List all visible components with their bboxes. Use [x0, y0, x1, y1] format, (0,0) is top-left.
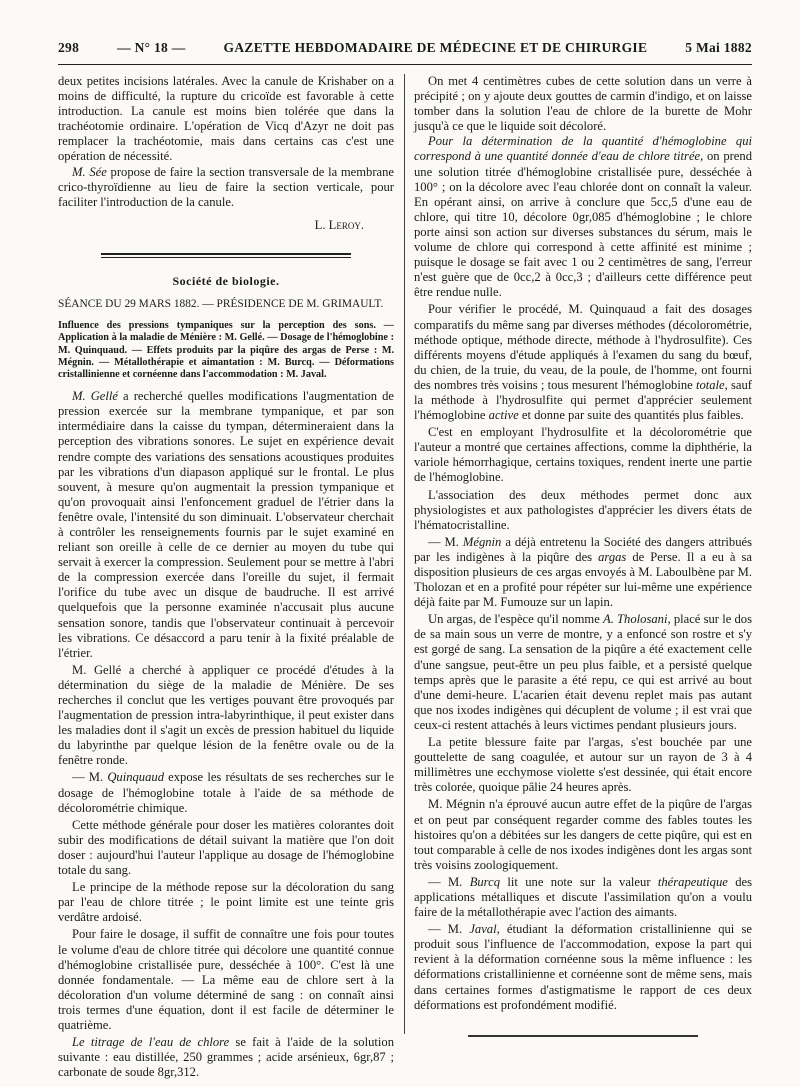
paragraph-text: , sauf la méthode à l'hydrosulfite qui permet d'apprécier seulement l'hémoglobine [414, 377, 753, 423]
paragraph-text: expose les résultats de ses recherches sur le dosage de l'hémoglobine totale à l'aide de sa méthode de décolorométrie chimique. [58, 770, 394, 815]
paragraph [58, 389, 394, 661]
paragraph-text: propose de faire la section transversale de la membrane crico-thyroïdienne au lieu de faire la section verticale, pour faciliter l'introduction de la canule. [58, 164, 395, 209]
italic-phrase: Le titrage de l'eau de chlore [72, 1035, 230, 1050]
dash-prefix: — M. [72, 770, 108, 785]
paragraph: M. Gellé a cherché à appliquer ce procédé d'études à la détermination du siège de la maladie de Ménière. De ses recherches il conclut que les vertiges pouvant être provoqués par l'augmentation de pression intra-labyrinthique, il peut exister dans les maladies dont il s'agit un excès de pression habituel du liquide du labyrinthe par quelque lésion de la fenêtre ovale ou de la fenêtre ronde. [58, 662, 394, 768]
speaker-name: Mégnin [462, 534, 502, 549]
speaker-name: Javal [469, 922, 497, 937]
paragraph: Pour faire le dosage, il suffit de connaître une fois pour toutes le volume d'eau de chlore titrée qui décolore une quantité connue d'hémoglobine cristallisée pure, desséchée à 100°. C'est là une donnée fondamentale. — La même eau de chlore sert à la décoloration d'un volume déterminé de sang : on connaît ainsi trois termes d'une équation, dont il est facile de déterminer le quatrième. [58, 927, 394, 1032]
header-rule [58, 64, 752, 65]
paragraph [414, 134, 752, 300]
paragraph: M. Mégnin n'a éprouvé aucun autre effet de la piqûre de l'argas et on peut par conséquent regarder comme des fables toutes les histoires qu'on a débitées sur les dangers de cette piqûre, qui est en tout comparable à celle de nos ixodes indigènes dont les argas sont très voisins zoologiquement. [414, 797, 752, 872]
italic-phrase: active [488, 408, 519, 423]
paragraph: Le principe de la méthode repose sur la décoloration du sang par l'eau de chlore titrée ; le point limite est une teinte gris verdâtre ardoisé. [58, 880, 394, 925]
paragraph: Cette méthode générale pour doser les matières colorantes doit subir des modifications de détail suivant la matière que l'on doit doser : aujourd'hui l'auteur l'applique au dosage de l'hémoglobine totale du sang. [58, 817, 394, 878]
paragraph [414, 875, 752, 920]
italic-phrase: argas [598, 549, 627, 564]
section-title: Société de biologie. [172, 273, 280, 288]
left-column [58, 74, 394, 1080]
paragraph [58, 1035, 394, 1080]
dash-prefix: — M. [428, 874, 470, 889]
italic-phrase: A. Tholosani [603, 612, 668, 627]
issue-date: 5 Mai 1882 [685, 40, 752, 55]
paragraph [414, 535, 752, 610]
italic-phrase: totale [695, 377, 725, 392]
italic-phrase: Pour la détermination de la quantité d'hémoglobine qui correspond à une quantité donnée d'eau de chlore titrée, [414, 134, 752, 164]
speaker-name: Quinquaud [107, 770, 164, 785]
paragraph [414, 922, 752, 1013]
paragraph [414, 612, 752, 733]
paragraph-text: lit une note sur la valeur [500, 874, 658, 889]
paragraph [414, 302, 752, 423]
end-rule [468, 1035, 698, 1037]
speaker-name: M. Sée [72, 164, 107, 179]
paragraph-text: , placé sur le dos de sa main sous un verre de montre, y a enfoncé son rostre et s'y est gorgé de sang. La sensation de la piqûre a été exactement celle d'une sangsue, peut-être un peu plus faible, et a persisté quelque temps après que le parasite a été repu, ce qui est arrivé au bout d'une demi-heure. L'acarien était devenu replet mais pas autant que nos ixodes indigènes qui décuplent de volume ; il est vrai que ceux-ci restent attachés à leurs victimes pendant plusieurs jours. [414, 612, 752, 732]
paragraph-text: Pour vérifier le procédé, M. Quinquaud a fait des dosages comparatifs du même sang par diverses méthodes (décolorométrie, méthode optique, méthode directe, méthode à l'hydrosulfite). Ces différents moyens d'étude appliqués à l'examen du sang du bœuf, du chien, de la truie, du veau, de la poule, de l'homme, ont fourni des nombres très voisins ; tous mesurent l'hémoglobine [414, 302, 752, 392]
speaker-name: Burcq [469, 874, 500, 889]
paragraph-text: a recherché quelles modifications l'augmentation de pression exercée sur la membrane tympanique, et par son intermédiaire dans la caisse du tympan, détermineraient dans la perception des vibrations sonores. Le sujet en expérience devait rendre compte des variations des sensations acoustiques produites par les vibrations d'un diapason appliqué sur le frontal. Le plus souvent, à mesure qu'on augmentait la pression tympanique et qu'on provoquait ainsi l'enfoncement graduel de l'étrier dans la fenêtre ovale, l'intensité du son diminuait. L'observateur cherchait à contrôler les renseignements fournis par le sujet examiné en reliant son oreille à celle de ce dernier au moyen du tube qui servait à exercer la compression. Seulement pour se mettre à l'abri de la compression exercée dans l'oreille du sujet, il fermait l'orifice du tube avec un disque de baudruche. Il est arrivé quelquefois que la personne examinée n'accusait plus aucune sensation sonore, tandis que l'observateur continuait à percevoir les vibrations. Ce désaccord a paru tenir à la fixité préalable de l'étrier. [58, 389, 394, 660]
session-summary: Influence des pressions tympaniques sur la perception des sons. — Application à la maladie de Ménière : M. Gellé. — Dosage de l'hémoglobine : M. Quinquaud. — Effets produits par la piqûre des argas de Perse : M. Mégnin. — Métallothérapie et aimantation : M. Burcq. — Déformations cristallinienne et cornéenne dans l'accommodation : M. Javal. [58, 320, 394, 380]
right-column [414, 74, 752, 1037]
dash-prefix: — M. [428, 534, 463, 549]
column-divider [404, 74, 405, 1034]
paragraph: La petite blessure faite par l'argas, s'est bouchée par une gouttelette de sang coagulée, et autour sur un rayon de 3 à 4 millimètres une ecchymose violette s'est dessinée, qui était encore très colorée, quoique pâlie 24 heures après. [414, 735, 752, 795]
paragraph-text: des applications métalliques et discute l'assimilation qu'on a voulu faire de la métallothérapie avec l'action des aimants. [414, 874, 752, 920]
paragraph-text: et donne par suite des quantités plus faibles. [518, 408, 744, 423]
running-head [58, 40, 752, 62]
paragraph-text: a déjà entretenu la Société des dangers attribués par les indigènes à la piqûre des [414, 534, 752, 564]
signature: L. Leroy. [314, 217, 364, 232]
speaker-name: M. Gellé [72, 389, 118, 404]
paragraph-text: , étudiant la déformation cristallinienne qui se produit sous l'influence de l'accommodation, expose la part qui revient à la déformation cornéenne sous la même influence : les déformations cristallinienne et cornéenne sont de même sens, mais dans certaines formes d'astigmatisme le rapport de ces deux déformations est profondément modifié. [414, 922, 752, 1012]
paragraph-text: se fait à l'aide de la solution suivante : eau distillée, 250 grammes ; acide arsénieux, 6gr,87 ; carbonate de soude 8gr,312. [58, 1035, 394, 1080]
paragraph: On met 4 centimètres cubes de cette solution dans un verre à précipité ; on y ajoute deux gouttes de carmin d'indigo, et on laisse tomber dans la solution l'eau de chlore de la burette de Mohr jusqu'à ce que le liquide soit décoloré. [414, 74, 752, 134]
paragraph: deux petites incisions latérales. Avec la canule de Krishaber on a moins de difficulté, la rupture du cricoïde est favorable à cette introduction. La canule est moins bien tolérée que dans la trachéotomie ordinaire. L'opération de Vicq d'Azyr ne doit pas remplacer la trachéotomie, mais dans certains cas c'est une opération de nécessité. [58, 74, 394, 164]
paragraph-text: Un argas, de l'espèce qu'il nomme [428, 612, 603, 627]
paragraph: C'est en employant l'hydrosulfite et la décolorométrie que l'auteur a montré que certaines affections, comme la diphthérie, la variole hémorrhagique, certains toxiques, rendent inerte une partie de l'hémoglobine. [414, 425, 752, 485]
paragraph-text: de Perse. Il a eu à sa disposition plusieurs de ces argas envoyés à M. Laboulbène par M. Tholozan et en a profité pour répéter sur lui-même une expérience déjà faite par M. Fumouze sur un lapin. [414, 549, 753, 610]
italic-phrase: thérapeutique [657, 874, 728, 889]
paragraph: L'association des deux méthodes permet donc aux physiologistes et aux pathologistes d'apprécier les divers états de l'hématocristalline. [414, 487, 752, 532]
journal-title: GAZETTE HEBDOMADAIRE DE MÉDECINE ET DE CHIRURGIE [223, 40, 648, 55]
session-line: SÉANCE DU 29 MARS 1882. — PRÉSIDENCE DE M. GRIMAULT. [58, 298, 384, 311]
paragraph [58, 770, 394, 815]
issue-number: — N° 18 — [117, 40, 186, 55]
paragraph [58, 165, 394, 210]
paragraph-text: on prend une solution titrée d'hémoglobine cristallisée pure, desséchée à 100° ; on la décolore avec l'eau chlorée dont on connaît la valeur. En opérant ainsi, on arrive à conclure que 5cc,5 d'une eau de chlore, qui titre 10, décolore 0gr,085 d'hémoglobine ; le chlore porte ainsi son action sur diverses substances du sérum, mais le volume de chlore qui correspond à cette affinité est minime ; puisque le dosage se fait avec 1 ou 2 centimètres de sang, l'erreur n'est guère que de 0cc,2 à 0cc,3 ; d'ailleurs cette différence peut être rendue nulle. [414, 149, 752, 300]
section-separator [101, 253, 351, 258]
page-number: 298 [58, 40, 80, 55]
dash-prefix: — M. [428, 922, 470, 937]
